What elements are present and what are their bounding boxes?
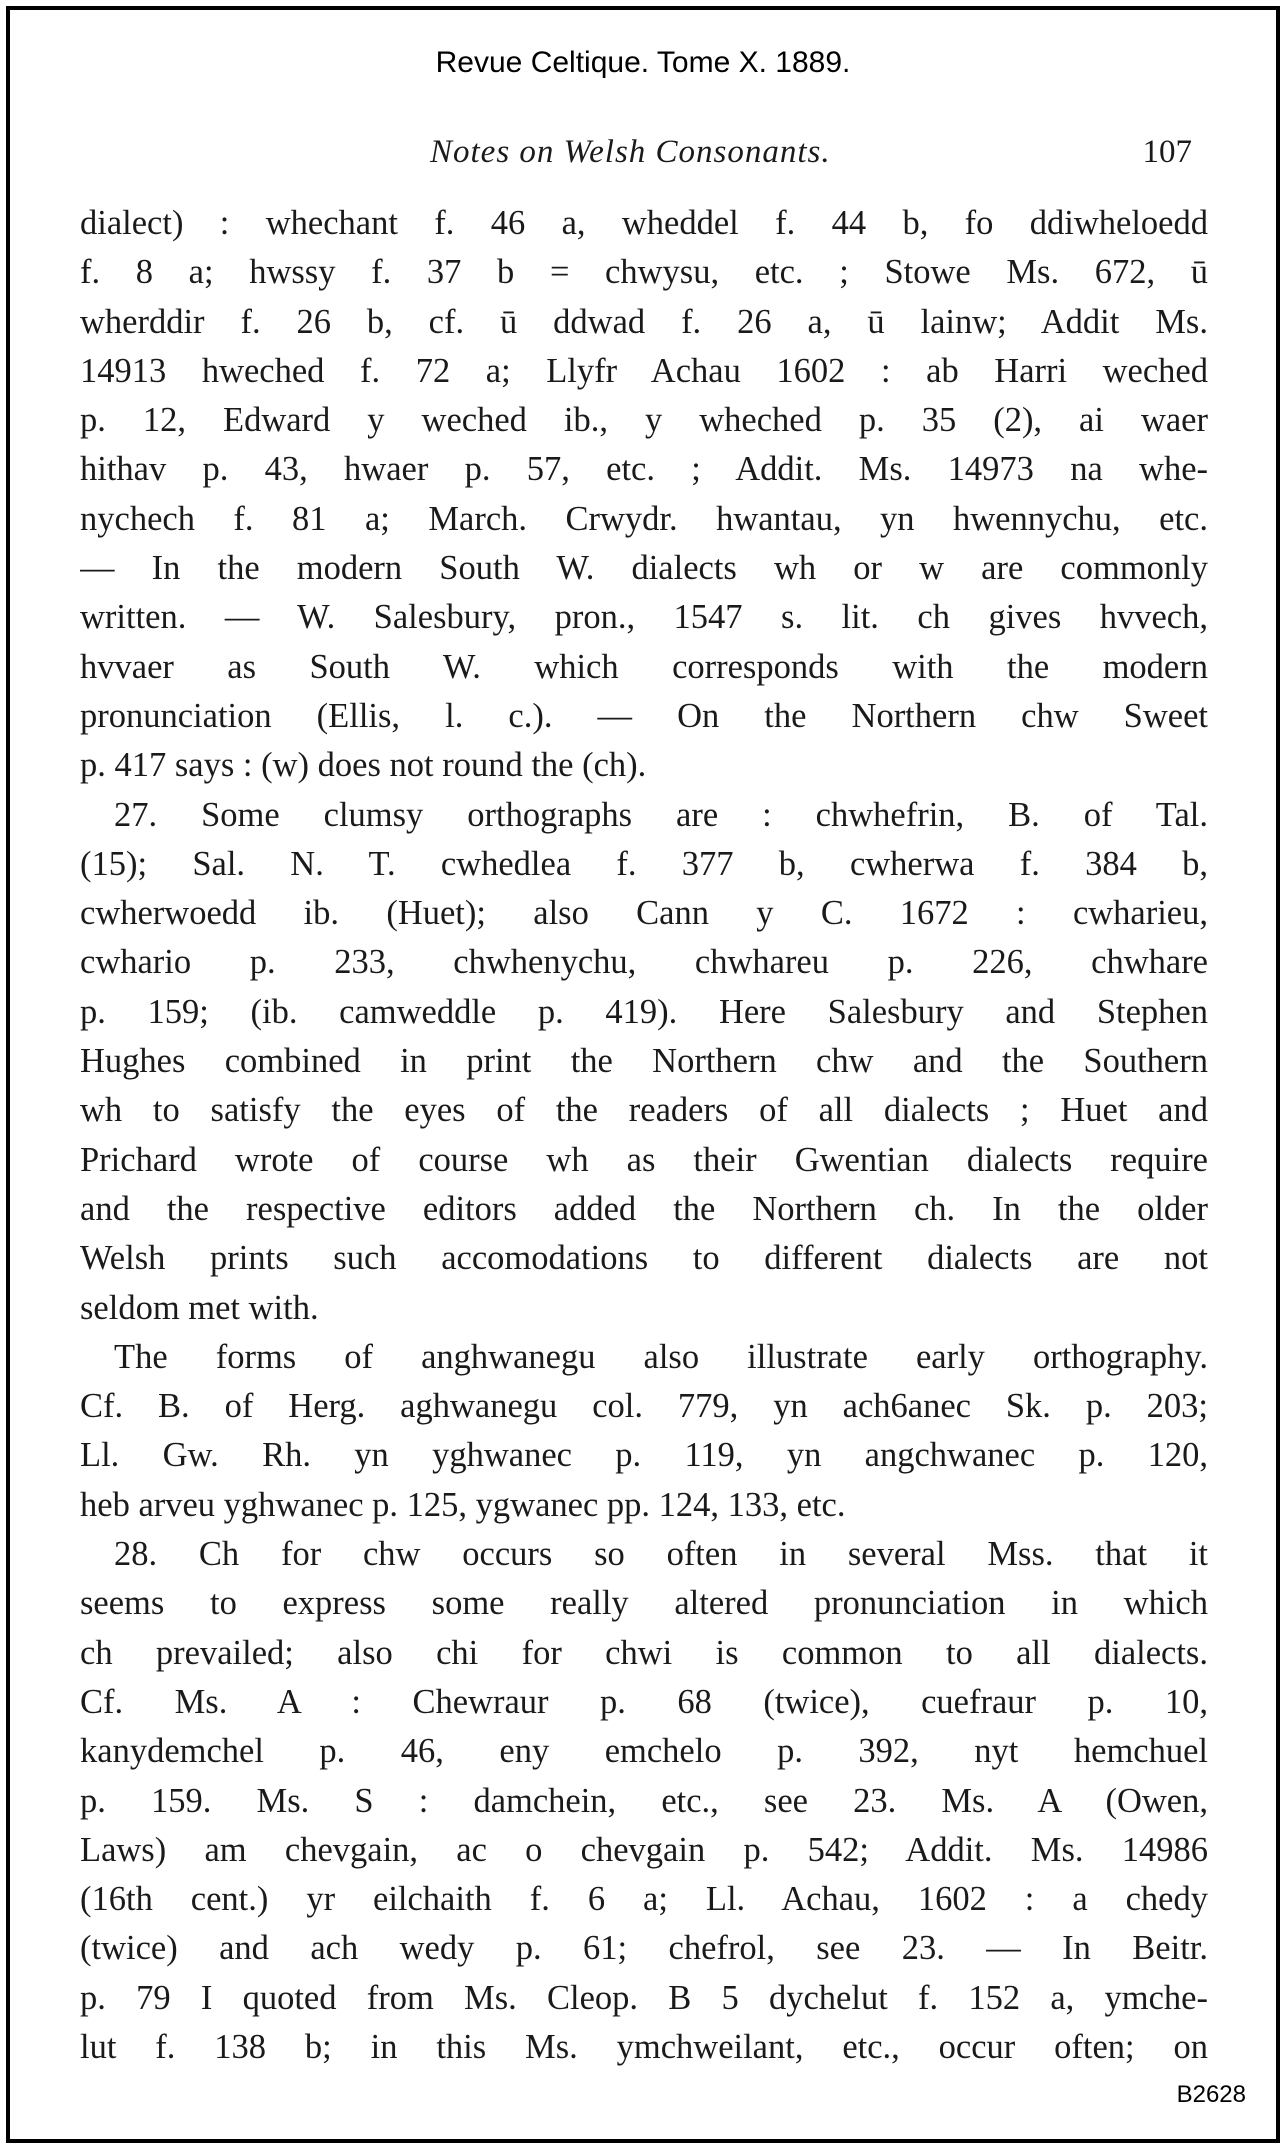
text-line: heb arveu yghwanec p. 125, ygwanec pp. 124, 133, etc. (80, 1485, 846, 1524)
text-line: p. 417 says : (w) does not round the (ch). (80, 746, 647, 785)
text-line: hithav p. 43, hwaer p. 57, etc. ; Addit. Ms. 14973 na whe- (80, 450, 1208, 489)
text-line: The forms of anghwanegu also illustrate early orthography. (114, 1337, 1208, 1376)
text-line: Cf. B. of Herg. aghwanegu col. 779, yn ach6anec Sk. p. 203; (80, 1387, 1208, 1426)
text-line: p. 159; (ib. camweddle p. 419). Here Salesbury and Stephen (80, 992, 1208, 1031)
text-line: Prichard wrote of course wh as their Gwentian dialects require (80, 1140, 1208, 1179)
text-line: Ll. Gw. Rh. yn yghwanec p. 119, yn angchwanec p. 120, (80, 1436, 1208, 1475)
text-line: Laws) am chevgain, ac o chevgain p. 542; Addit. Ms. 14986 (80, 1830, 1208, 1869)
text-line: p. 12, Edward y weched ib., y wheched p. 35 (2), ai waer (80, 401, 1208, 440)
text-line: nychech f. 81 a; March. Crwydr. hwantau, yn hwennychu, etc. (80, 499, 1208, 538)
text-line: lut f. 138 b; in this Ms. ymchweilant, etc., occur often; on (80, 2027, 1208, 2066)
body-text (80, 199, 1208, 2072)
text-line: (15); Sal. N. T. cwhedlea f. 377 b, cwherwa f. 384 b, (80, 844, 1208, 883)
text-line: cwherwoedd ib. (Huet); also Cann y C. 1672 : cwharieu, (80, 894, 1208, 933)
text-line: seems to express some really altered pronunciation in which (80, 1584, 1208, 1623)
catalog-id: B2628 (1176, 2081, 1246, 2108)
text-line: ch prevailed; also chi for chwi is common to all dialects. (80, 1633, 1208, 1672)
text-line: (twice) and ach wedy p. 61; chefrol, see 23. — In Beitr. (80, 1929, 1208, 1968)
text-line: 14913 hweched f. 72 a; Llyfr Achau 1602 : ab Harri weched (80, 351, 1208, 390)
text-line: and the respective editors added the Northern ch. In the older (80, 1189, 1208, 1228)
text-line: wh to satisfy the eyes of the readers of all dialects ; Huet and (80, 1091, 1208, 1130)
text-line: (16th cent.) yr eilchaith f. 6 a; Ll. Achau, 1602 : a chedy (80, 1880, 1208, 1919)
running-head: Notes on Welsh Consonants. (430, 134, 831, 170)
text-line: pronunciation (Ellis, l. c.). — On the Northern chw Sweet (80, 696, 1208, 735)
text-line: Welsh prints such accomodations to different dialects are not (80, 1239, 1208, 1278)
text-line: kanydemchel p. 46, eny emchelo p. 392, nyt hemchuel (80, 1732, 1208, 1771)
text-line: p. 159. Ms. S : damchein, etc., see 23. Ms. A (Owen, (80, 1781, 1208, 1820)
text-line: cwhario p. 233, chwhenychu, chwhareu p. 226, chwhare (80, 943, 1208, 982)
page-number: 107 (1142, 134, 1192, 170)
text-line: f. 8 a; hwssy f. 37 b = chwysu, etc. ; Stowe Ms. 672, ū (80, 253, 1208, 292)
text-line: 27. Some clumsy orthographs are : chwhefrin, B. of Tal. (114, 795, 1208, 834)
text-line: Hughes combined in print the Northern chw and the Southern (80, 1042, 1208, 1081)
text-line: dialect) : whechant f. 46 a, wheddel f. 44 b, fo ddiwheloedd (80, 204, 1208, 242)
text-line: seldom met with. (80, 1288, 319, 1327)
text-line: — In the modern South W. dialects wh or w are commonly (80, 549, 1208, 588)
source-banner: Revue Celtique. Tome X. 1889. (435, 46, 851, 79)
text-line: written. — W. Salesbury, pron., 1547 s. lit. ch gives hvvech, (80, 598, 1208, 637)
page-frame (6, 6, 1280, 2143)
text-line: wherddir f. 26 b, cf. ū ddwad f. 26 a, ū lainw; Addit Ms. (80, 302, 1208, 341)
text-line: hvvaer as South W. which corresponds with the modern (80, 647, 1208, 686)
text-line: p. 79 I quoted from Ms. Cleop. B 5 dychelut f. 152 a, ymche- (80, 1978, 1208, 2017)
text-line: Cf. Ms. A : Chewraur p. 68 (twice), cuefraur p. 10, (80, 1682, 1208, 1721)
text-line: 28. Ch for chw occurs so often in several Mss. that it (114, 1535, 1208, 1574)
